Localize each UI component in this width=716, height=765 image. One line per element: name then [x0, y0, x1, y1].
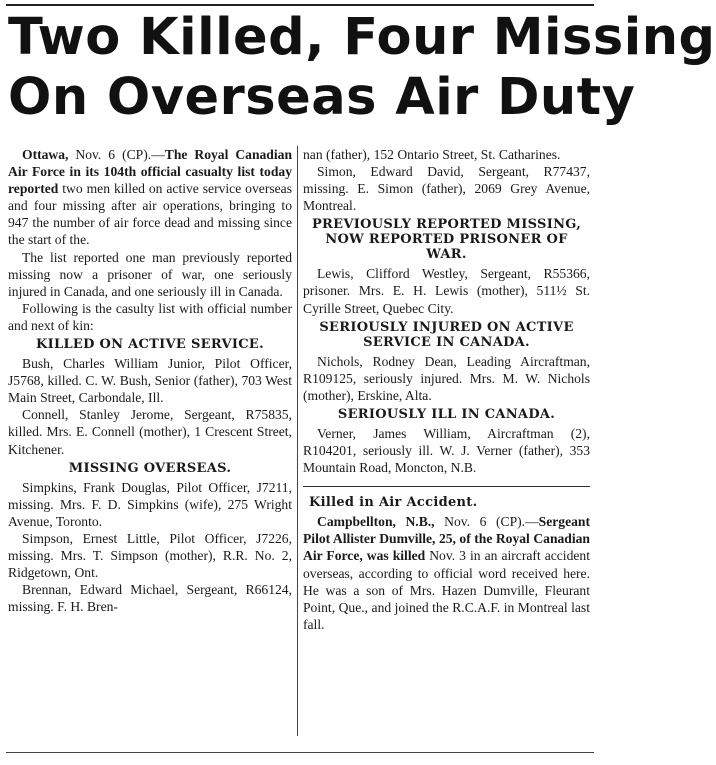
continued-entry: nan (father), 152 Ontario Street, St. Catharines. — [303, 147, 561, 162]
story-separator — [303, 486, 590, 487]
dateline: Ottawa, — [22, 147, 69, 162]
killed-entry-2: Connell, Stanley Jerome, Sergeant, R75835, killed. Mrs. E. Connell (mother), 1 Crescent Street, Kitchener. — [8, 407, 292, 457]
accident-heading: Killed in Air Accident. — [309, 495, 478, 511]
intro-lead: The Royal Canadian Air Force in its 104th official casualty list today reported — [8, 147, 293, 197]
paragraph-3: Following is the casulty list with official number and next of kin: — [8, 300, 292, 333]
missing-entry-1: Simpkins, Frank Douglas, Pilot Officer, J7211, missing. Mrs. F. D. Simpkins (wife), 275 Wright Avenue, Toronto. — [8, 479, 292, 529]
missing-entry-2: Simpson, Ernest Little, Pilot Officer, J7226, missing. Mrs. T. Simpson (mother), R.R. No. 2, Ridgetown, Ont. — [8, 530, 292, 581]
accident-paragraph — [303, 513, 590, 633]
right-column — [303, 146, 590, 633]
prisoner-entry-1: Lewis, Clifford Westley, Sergeant, R55366, prisoner. Mrs. E. H. Lewis (mother), 511½ St. Cyrille Street, Quebec City. — [303, 266, 590, 316]
headline — [8, 8, 716, 128]
intro-rest: two men killed on active service overseas and four missing after air operations, bringing to 947 the number of air force dead and missing since the start of the. — [8, 181, 292, 248]
left-column — [8, 146, 292, 615]
paragraph-2: The list reported one man previously reported missing now a prisoner of war, one seriously injured in Canada, and one seriously ill in Canada. — [8, 249, 292, 299]
missing-entry-3: Brennan, Edward Michael, Sergeant, R66124, missing. F. H. Bren- — [8, 582, 292, 615]
headline-line-1: Two Killed, Four Missing — [8, 8, 716, 67]
missing-heading: MISSING OVERSEAS. — [68, 460, 232, 476]
ill-heading: SERIOUSLY ILL IN CANADA. — [337, 406, 556, 422]
top-rule — [6, 4, 594, 6]
accident-date: Nov. 6 (CP).— — [434, 514, 539, 530]
headline-line-2: On Overseas Air Duty — [8, 68, 636, 127]
intro-paragraph — [8, 146, 292, 249]
injured-entry-1: Nichols, Rodney Dean, Leading Aircraftman, R109125, seriously injured. Mrs. M. W. Nichols (mother), Erskine, Alta. — [303, 353, 590, 403]
accident-lead: Sergeant Pilot Allister Dumville, 25, of the Royal Canadian Air Force, was killed — [303, 514, 591, 564]
killed-entry-1: Bush, Charles William Junior, Pilot Officer, J5768, killed. C. W. Bush, Senior (father), 703 West Main Street, Carbondale, Ill. — [8, 356, 292, 406]
bottom-rule — [6, 752, 594, 753]
accident-dateline: Campbellton, N.B., — [317, 514, 435, 530]
dateline-date: Nov. 6 (CP).— — [68, 147, 165, 162]
column-divider — [297, 146, 298, 736]
ill-entry-1: Verner, James William, Aircraftman (2), R104201, seriously ill. W. J. Verner (father), 353 Mountain Road, Moncton, N.B. — [303, 425, 590, 476]
killed-heading: KILLED ON ACTIVE SERVICE. — [36, 337, 264, 353]
injured-heading: SERIOUSLY INJURED ON ACTIVE SERVICE IN CANADA. — [319, 319, 574, 350]
prisoner-heading: PREVIOUSLY REPORTED MISSING, NOW REPORTED PRISONER OF WAR. — [311, 217, 582, 263]
missing-entry-4: Simon, Edward David, Sergeant, R77437, missing. E. Simon (father), 2069 Grey Avenue, Montreal. — [303, 164, 590, 214]
accident-rest: Nov. 3 in an aircraft accident overseas, according to official word received here. He was a son of Mrs. Hazen Dumville, Fleurant Point, Que., and joined the R.C.A.F. in Montreal last fall. — [303, 548, 590, 632]
